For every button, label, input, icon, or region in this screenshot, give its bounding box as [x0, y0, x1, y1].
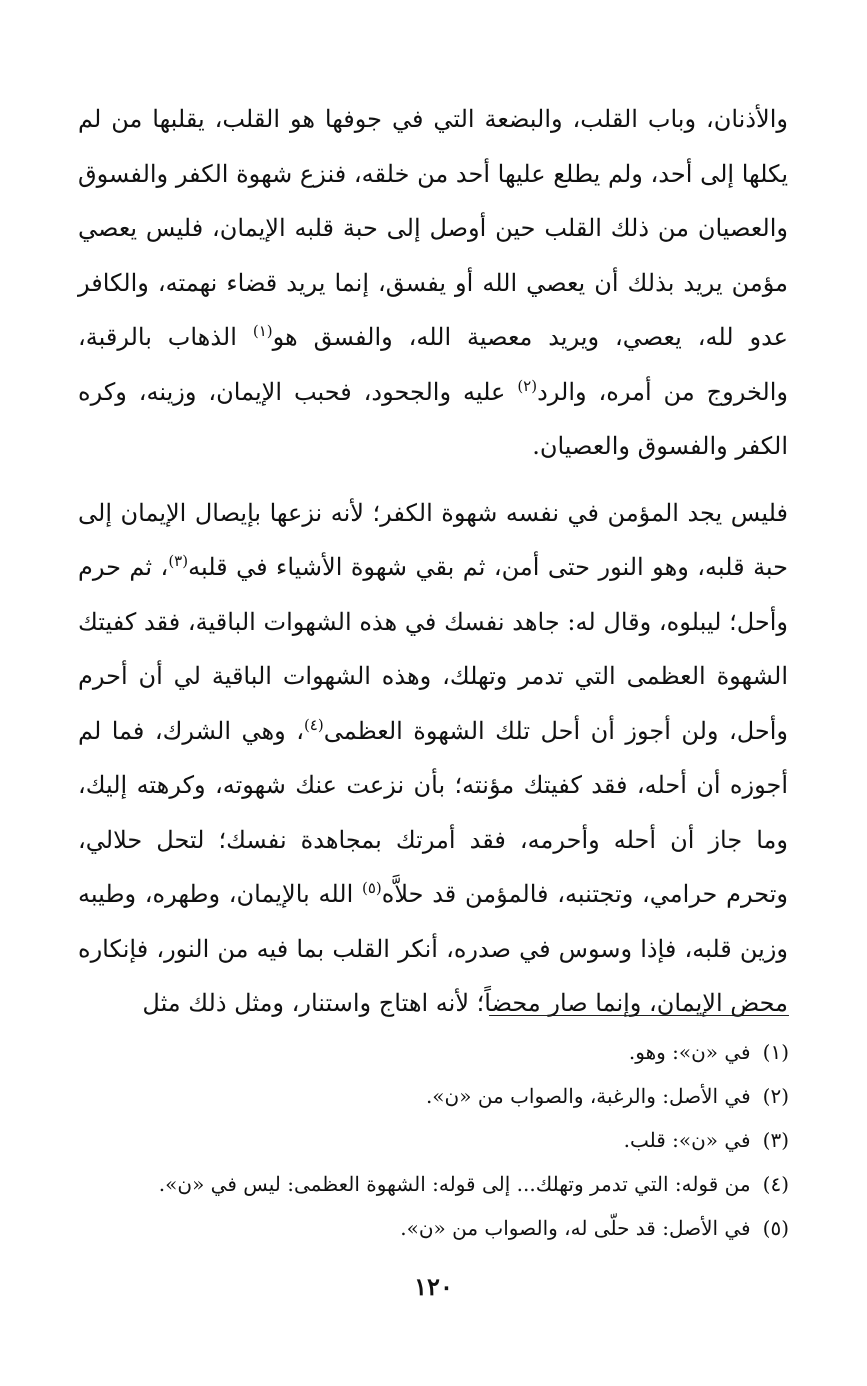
paragraph	[78, 486, 788, 1031]
footnote-text: في الأصل: والرغبة، والصواب من «ن».	[425, 1084, 751, 1108]
main-text	[78, 92, 788, 1031]
footnote-text: من قوله: التي تدمر وتهلك... إلى قوله: الشهوة العظمى: ليس في «ن».	[158, 1172, 751, 1196]
footnote-item	[79, 1074, 789, 1118]
paragraph-text: عليه والجحود، فحبب الإيمان، وزينه، وكره الكفر والفسوق والعصيان.	[78, 377, 788, 460]
footnote-text: في «ن»: قلب.	[623, 1128, 751, 1152]
page-number: ١٢٠	[414, 1272, 453, 1301]
footnote-reference: (٥)	[361, 879, 382, 897]
footnote-number: (٣)	[762, 1128, 789, 1152]
paragraph-text: ، ثم حرم وأحل؛ ليبلوه، وقال له: جاهد نفسك في هذه الشهوات الباقية، فقد كفيتك الشهوة العظمى التي تدمر وتهلك، وهذه الشهوات الباقية لي أن أحرم وأحل، ولن أجوز أن أحل تلك الشهوة العظمى	[78, 553, 788, 745]
paragraph-text: فليس يجد المؤمن في نفسه شهوة الكفر؛ لأنه نزعها بإيصال الإيمان إلى حبة قلبه، وهو النور حتى أمن، ثم بقي شهوة الأشياء في قلبه	[78, 498, 789, 581]
footnote-reference: (٢)	[517, 376, 538, 395]
paragraph-text: الذهاب بالرقبة، والخروج من أمره، والرد	[78, 323, 789, 406]
footnote-text: في «ن»: وهو.	[628, 1040, 751, 1064]
footnote-item	[79, 1118, 789, 1162]
footnote-item	[79, 1206, 789, 1250]
footnote-number: (٤)	[762, 1172, 789, 1196]
paragraph-text: والأذنان، وباب القلب، والبضعة التي في جوفها هو القلب، يقلبها من لم يكلها إلى أحد، ولم يطلع عليها أحد من خلقه، فنزع شهوة الكفر والفسوق والعصيان من ذلك القلب حين أوصل إلى حبة قلبه الإيمان، فليس يعصي مؤمن يريد بذلك أن يعصي الله أو يفسق، إنما يريد قضاء نهمته، والكافر عدو لله، يعصي، ويريد معصية الله، والفسق هو	[78, 105, 788, 351]
footnote-number: (٥)	[762, 1216, 789, 1240]
paragraph-text: الله بالإيمان، وطهره، وطيبه وزين قلبه، فإذا وسوس في صدره، أنكر القلب بما فيه من النور، فإنكاره محض الإيمان، وإنما صار محضاً؛ لأنه اهتاج واستنار، ومثل ذلك مثل	[78, 880, 788, 1017]
footnote-reference: (٤)	[303, 715, 324, 734]
paragraph-text: ، وهي الشرك، فما لم أجوزه أن أحله، فقد كفيتك مؤنته؛ بأن نزعت عنك شهوته، وكرهته إليك، وما جاز أن أحله وأحرمه، فقد أمرتك بمجاهدة نفسك؛ لتحل حلالي، وتحرم حرامي، وتجتنبه، فالمؤمن قد حلاَّه	[78, 716, 788, 908]
footnote-reference: (٣)	[168, 552, 189, 570]
footnote-text: في الأصل: قد حلّى له، والصواب من «ن».	[400, 1216, 751, 1240]
footnote-reference: (١)	[252, 322, 273, 340]
footnote-number: (٢)	[762, 1084, 789, 1108]
paragraph	[78, 92, 788, 474]
footnote-item	[79, 1162, 789, 1206]
footnotes-list	[79, 1030, 789, 1250]
footnote-item	[79, 1030, 789, 1074]
footnote-divider	[489, 1015, 789, 1016]
footnote-number: (١)	[762, 1040, 789, 1064]
